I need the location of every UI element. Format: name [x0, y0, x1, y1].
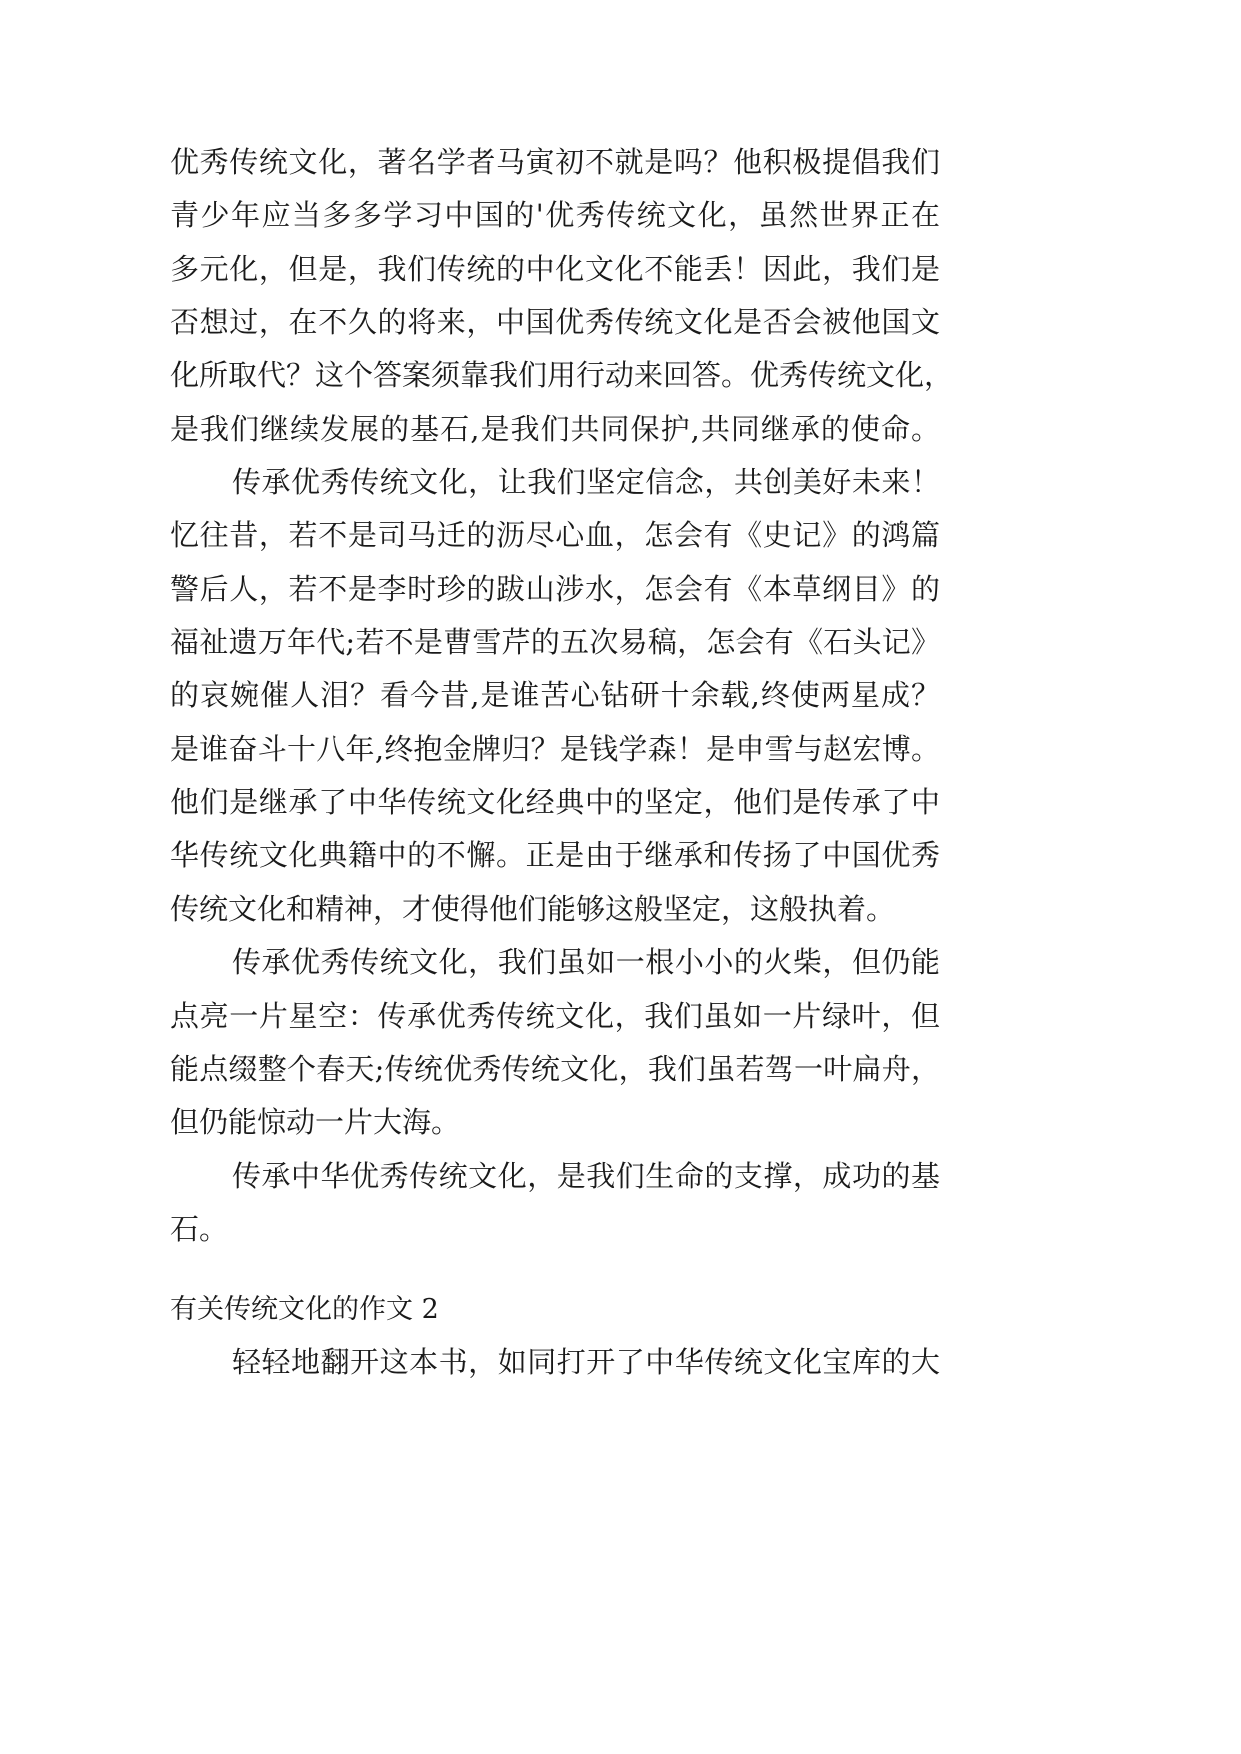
- text-line: 但仍能惊动一片大海。: [170, 1105, 461, 1140]
- text-line: 警后人，若不是李时珍的跋山涉水，怎会有《本草纲目》的: [170, 571, 940, 606]
- text-line: 福祉遗万年代;若不是曹雪芹的五次易稿，怎会有《石头记》: [170, 625, 940, 660]
- text-line: 华传统文化典籍中的不懈。正是由于继承和传扬了中国优秀: [170, 838, 940, 873]
- paragraph: [170, 1336, 940, 1389]
- text-line: 能点缀整个春天;传统优秀传统文化，我们虽若驾一叶扁舟，: [170, 1051, 940, 1086]
- paragraph: [170, 936, 940, 1149]
- text-line: 否想过，在不久的将来，中国优秀传统文化是否会被他国文: [170, 305, 940, 340]
- text-line: 是谁奋斗十八年,终抱金牌归？是钱学森！是申雪与赵宏博。: [170, 731, 940, 766]
- text-line: 的哀婉催人泪？看今昔,是谁苦心钻研十余载,终使两星成？: [170, 678, 940, 713]
- paragraph: [170, 456, 940, 936]
- text-line: 是我们继续发展的基石,是我们共同保护,共同继承的使命。: [170, 411, 940, 446]
- text-line: 传承优秀传统文化，我们虽如一根小小的火柴，但仍能: [232, 945, 940, 980]
- paragraph: [170, 1150, 940, 1257]
- text-line: 传承中华优秀传统文化，是我们生命的支撑，成功的基: [232, 1158, 940, 1193]
- text-line: 传承优秀传统文化，让我们坚定信念，共创美好未来！: [232, 465, 940, 500]
- text-line: 点亮一片星空：传承优秀传统文化，我们虽如一片绿叶，但: [170, 998, 940, 1033]
- text-line: 石。: [170, 1211, 229, 1246]
- text-line: 多元化，但是，我们传统的中化文化不能丢！因此，我们是: [170, 251, 940, 286]
- text-line: 化所取代？这个答案须靠我们用行动来回答。优秀传统文化，: [170, 358, 954, 393]
- text-line: 轻轻地翻开这本书，如同打开了中华传统文化宝库的大: [232, 1345, 940, 1380]
- section-heading: 有关传统文化的作文 2: [170, 1293, 439, 1325]
- text-line: 忆往昔，若不是司马迁的沥尽心血，怎会有《史记》的鸿篇: [170, 518, 940, 553]
- text-line: 他们是继承了中华传统文化经典中的坚定，他们是传承了中: [170, 785, 940, 820]
- text-line: 优秀传统文化，著名学者马寅初不就是吗？他积极提倡我们: [170, 145, 940, 179]
- text-line: 传统文化和精神，才使得他们能够这般坚定，这般执着。: [170, 891, 896, 926]
- document-body: [170, 136, 954, 1390]
- text-line: 青少年应当多多学习中国的'优秀传统文化，虽然世界正在: [170, 198, 940, 233]
- paragraph: [170, 136, 954, 456]
